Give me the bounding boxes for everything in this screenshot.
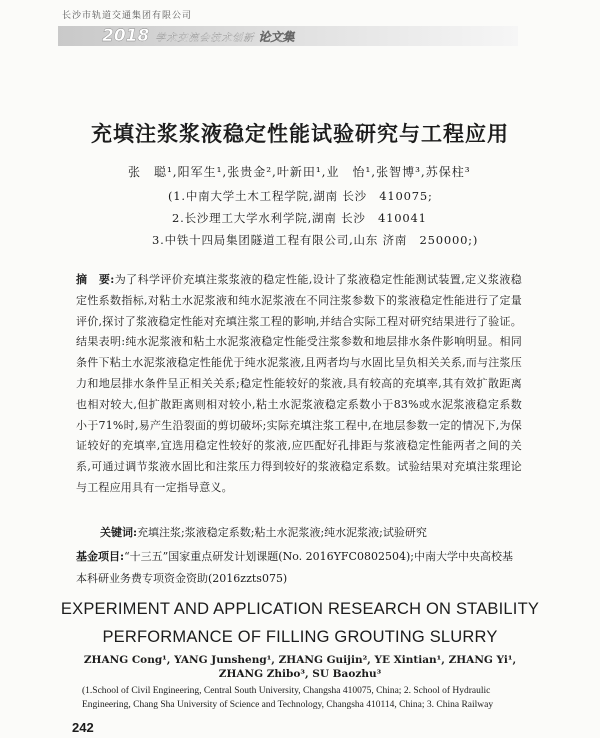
affiliation-2: 2.长沙理工大学水利学院,湖南 长沙 410041 xyxy=(172,211,427,225)
header-org: 长沙市轨道交通集团有限公司 xyxy=(62,11,193,21)
header-banner-text: 学术交流会技术创新 xyxy=(155,32,255,44)
keywords xyxy=(100,524,520,540)
english-title-line-2: PERFORMANCE OF FILLING GROUTING SLURRY xyxy=(102,628,498,646)
abstract xyxy=(76,270,522,499)
english-affiliation-line-1: (1.School of Civil Engineering, Central South University, Changsha 410075, China; 2. School of Hydraulic xyxy=(82,686,491,696)
keywords-text: 充填注浆;浆液稳定系数;粘土水泥浆液;纯水泥浆液;试验研究 xyxy=(137,526,427,539)
fund-label: 基金项目: xyxy=(76,550,125,563)
author-list: 张 聪¹,阳军生¹,张贵金²,叶新田¹,业 怡¹,张智博³,苏保柱³ xyxy=(128,165,471,179)
english-authors-line-1: ZHANG Cong¹, YANG Junsheng¹, ZHANG Guijin², YE Xintian¹, ZHANG Yi¹, xyxy=(83,654,517,666)
paper-title: 充填注浆浆液稳定性能试验研究与工程应用 xyxy=(91,121,509,146)
header-banner-script: 论文集 xyxy=(258,29,295,44)
fund xyxy=(76,546,522,590)
affiliation-3: 3.中铁十四局集团隧道工程有限公司,山东 济南 250000;) xyxy=(152,233,479,247)
english-affiliation-line-2: Engineering, Chang Sha University of Science and Technology, Changsha 410114, China; 3. China Railway xyxy=(82,700,494,710)
header-year: 2018 xyxy=(102,26,150,46)
header-banner xyxy=(58,26,518,46)
abstract-label: 摘 要: xyxy=(76,273,115,286)
english-authors-line-2: ZHANG Zhibo³, SU Baozhu³ xyxy=(218,668,382,680)
keywords-label: 关键词: xyxy=(100,526,138,539)
affiliation-1: (1.中南大学土木工程学院,湖南 长沙 410075; xyxy=(168,189,433,203)
page-number: 242 xyxy=(72,720,94,735)
abstract-text: 为了科学评价充填注浆浆液的稳定性能,设计了浆液稳定性能测试装置,定义浆液稳定性系数指标,对粘土水泥浆液和纯水泥浆液在不同注浆参数下的浆液稳定性能进行了定量评价,探讨了浆液稳定性能对充填注浆工程的影响,并结合实际工程对研究结果进行了验证。结果表明:纯水泥浆液和粘土水泥浆液稳定性能受注浆参数和地层排水条件影响明显。相同条件下粘土水泥浆液稳定性能优于纯水泥浆液,且两者均与水固比呈负相关关系,而与注浆压力和地层排水条件呈正相关关系;稳定性能较好的浆液,具有较高的充填率,其有效扩散距离也相对较大,但扩散距离则相对较小,粘土水泥浆液稳定系数小于83%或水泥浆液稳定系数小于71%时,易产生沿裂面的剪切破坏;实际充填注浆工程中,在地层参数一定的情况下,为保证较好的充填率,宜选用稳定性较好的浆液,应匹配好孔排距与浆液稳定性能两者之间的关系,可通过调节浆液水固比和注浆压力得到较好的浆液稳定系数。试验结果对充填注浆理论与工程应用具有一定指导意义。 xyxy=(76,273,522,494)
english-title-line-1: EXPERIMENT AND APPLICATION RESEARCH ON STABILITY xyxy=(60,600,540,618)
fund-text: “十三五”国家重点研发计划课题(No. 2016YFC0802504);中南大学中央高校基本科研业务费专项资金资助(2016zzts075) xyxy=(76,550,513,585)
